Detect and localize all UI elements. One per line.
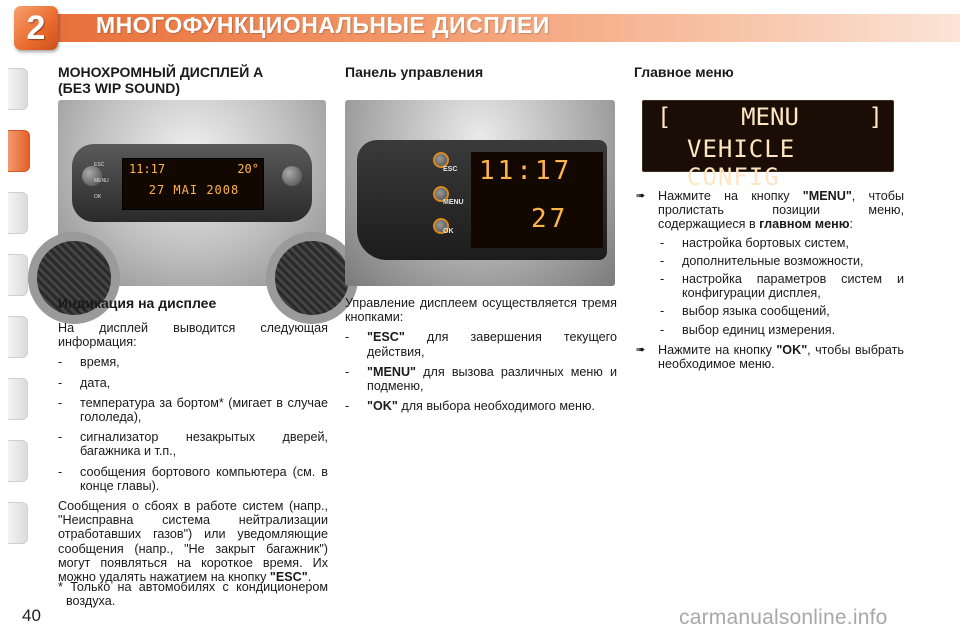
chapter-tab[interactable] xyxy=(8,68,28,110)
photo-ok-label: OK xyxy=(94,194,102,200)
list-item: - настройка бортовых систем, xyxy=(660,235,849,250)
section-title-line2: (БЕЗ WIP SOUND) xyxy=(58,80,181,96)
instruction-step: ➠ Нажмите на кнопку "OK", чтобы выбрать необходимое меню. xyxy=(636,342,904,372)
list-item: - настройка параметров систем и конфигурации дисплея, xyxy=(660,272,904,301)
photo-menu-label: MENU xyxy=(443,199,464,206)
chapter-tab[interactable] xyxy=(8,254,28,296)
photo-menu-label: MENU xyxy=(94,178,109,184)
chapter-tab[interactable] xyxy=(8,192,28,234)
watermark: carmanualsonline.info xyxy=(679,606,888,629)
chapter-tab[interactable] xyxy=(8,316,28,358)
menu-display-photo xyxy=(642,100,894,191)
list-item: - сообщения бортового компьютера (см. в конце главы). xyxy=(58,464,328,493)
chapter-tab[interactable] xyxy=(8,440,28,482)
display-vehicle-config: VEHICLE CONFIG xyxy=(687,135,796,191)
display-bracket-left: [ xyxy=(657,103,672,131)
display-time: 11:17 xyxy=(479,156,573,186)
display-menu-text: MENU xyxy=(741,103,799,131)
display-screen xyxy=(122,158,264,210)
right-column-title xyxy=(634,64,904,80)
photo-ok-label: OK xyxy=(443,228,454,235)
section-title: Панель управления xyxy=(345,64,484,80)
middle-column-body xyxy=(345,296,617,413)
list-item: - дополнительные возможности, xyxy=(660,253,864,268)
messages-paragraph: Сообщения о сбоях в работе систем (напр., "Неисправна система нейтрализации отработавших газов") или уведомляющие сообщения (напр., "Не закрыт багажник") могут появляться на короткое время. Их можно удалять нажатием на кнопку "ESC". xyxy=(58,499,328,585)
chapter-tab[interactable] xyxy=(8,502,28,544)
photo-esc-label: ESC xyxy=(94,162,105,168)
knob-right-icon xyxy=(282,166,302,186)
display-date: 27 MAI 2008 xyxy=(148,183,240,197)
arrow-pointer-icon: ➠ xyxy=(636,343,646,356)
instruction-step: ➠ Нажмите на кнопку "MENU", чтобы пролистать позиции меню, содержащиеся в главном меню: xyxy=(636,189,904,232)
chapter-tabs xyxy=(0,68,30,578)
display-time: 11:17 xyxy=(129,162,166,176)
page-number: 40 xyxy=(22,606,41,625)
control-panel-photo xyxy=(345,100,615,286)
chapter-number: 2 xyxy=(26,9,46,47)
list-item: - время, xyxy=(58,355,120,370)
section-title: Главное меню xyxy=(634,64,734,80)
list-item: - "MENU" для вызова различных меню и подменю, xyxy=(345,364,617,394)
intro-text: Управление дисплеем осуществляется тремя кнопками: xyxy=(345,296,617,325)
left-column-body xyxy=(58,295,328,584)
list-item: - "OK" для выбора необходимого меню. xyxy=(345,399,595,414)
photo-esc-label: ESC xyxy=(443,166,458,173)
list-item: - выбор языка сообщений, xyxy=(660,304,830,319)
intro-text: На дисплей выводится следующая информация: xyxy=(58,321,328,350)
display-screen xyxy=(471,152,603,248)
display-temperature: 20° xyxy=(237,162,259,176)
middle-column-title xyxy=(345,64,617,80)
footnote: * Только на автомобилях с кондиционером воздуха. xyxy=(58,580,328,609)
list-item: - выбор единиц измерения. xyxy=(660,322,836,337)
list-item: - дата, xyxy=(58,375,111,390)
display-day: 27 xyxy=(531,204,569,234)
list-item: - сигнализатор незакрытых дверей, багажника и т.п., xyxy=(58,430,328,459)
display-bracket-right: ] xyxy=(868,103,883,131)
list-item: - температура за бортом* (мигает в случае гололеда), xyxy=(58,395,328,425)
chapter-tab-active[interactable] xyxy=(8,130,30,172)
right-column-body xyxy=(636,183,904,371)
page-title: МНОГОФУНКЦИОНАЛЬНЫЕ ДИСПЛЕИ xyxy=(96,12,550,38)
chapter-badge xyxy=(14,6,58,50)
list-item: - "ESC" для завершения текущего действия, xyxy=(345,330,617,359)
dashboard-display-photo xyxy=(58,100,326,286)
arrow-pointer-icon: ➠ xyxy=(636,190,646,202)
section-title: МОНОХРОМНЫЙ ДИСПЛЕЙ А xyxy=(58,64,264,80)
chapter-tab[interactable] xyxy=(8,378,28,420)
left-column-title xyxy=(58,64,328,96)
subsection-title: Индикация на дисплее xyxy=(58,295,217,311)
